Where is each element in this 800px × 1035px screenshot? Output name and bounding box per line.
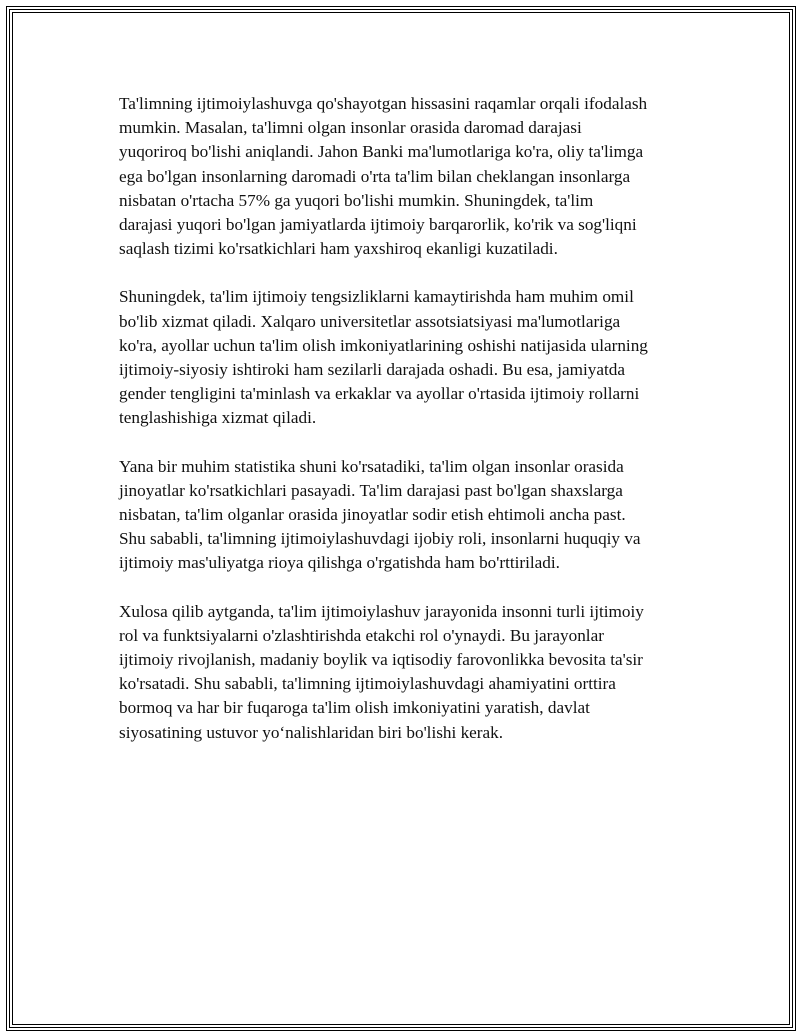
paragraph-crime-statistics: Yana bir muhim statistika shuni ko'rsatadiki, ta'lim olgan insonlar orasida jinoyatlar ko'rsatkichlari pasayadi. Ta'lim darajasi past bo'lgan shaxslarga nisbatan, ta'lim olganlar orasida jinoyatlar sodir etish ehtimoli ancha past. Shu sababli, ta'limning ijtimoiylashuvdagi ijobiy roli, insonlarni huquqiy va ijtimoiy mas'uliyatga rioya qilishga o'rgatishda ham bo'rttiriladi. [119,456,641,573]
paragraph-conclusion: Xulosa qilib aytganda, ta'lim ijtimoiylashuv jarayonida insonni turli ijtimoiy rol va funktsiyalarni o'zlashtirishda etakchi rol o'ynaydi. Bu jarayonlar ijtimoiy rivojlanish, madaniy boylik va iqtisodiy farovonlikka bevosita ta'sir ko'rsatadi. Shu sababli, ta'limning ijtimoiylashuvdagi ahamiyatini orttira bormoq va har bir fuqaroga ta'lim olish imkoniyatini yaratish, davlat siyosatining ustuvor yo‘nalishlaridan biri bo'lishi kerak. [119,601,644,742]
document-body [119,92,689,769]
paragraph-social-inequality: Shuningdek, ta'lim ijtimoiy tengsizliklarni kamaytirishda ham muhim omil bo'lib xizmat qiladi. Xalqaro universitetlar assotsiatsiyasi ma'lumotlariga ko'ra, ayollar uchun ta'lim olish imkoniyatlarining oshishi natijasida ularning ijtimoiy-siyosiy ishtiroki ham sezilarli darajada oshadi. Bu esa, jamiyatda gender tengligini ta'minlash va erkaklar va ayollar o'rtasida ijtimoiy rollarni tenglashishiga xizmat qiladi. [119,287,648,428]
paragraph-income-statistics: Ta'limning ijtimoiylashuvga qo'shayotgan hissasini raqamlar orqali ifodalash mumkin. Masalan, ta'limni olgan insonlar orasida daromad darajasi yuqoriroq bo'lishi aniqlandi. Jahon Banki ma'lumotlariga ko'ra, oliy ta'limga ega bo'lgan insonlarning daromadi o'rta ta'lim bilan cheklangan insonlarga nisbatan o'rtacha 57% ga yuqori bo'lishi mumkin. Shuningdek, ta'lim darajasi yuqori bo'lgan jamiyatlarda ijtimoiy barqarorlik, ko'rik va sog'liqni saqlash tizimi ko'rsatkichlari ham yaxshiroq ekanligi kuzatiladi. [119,94,648,259]
